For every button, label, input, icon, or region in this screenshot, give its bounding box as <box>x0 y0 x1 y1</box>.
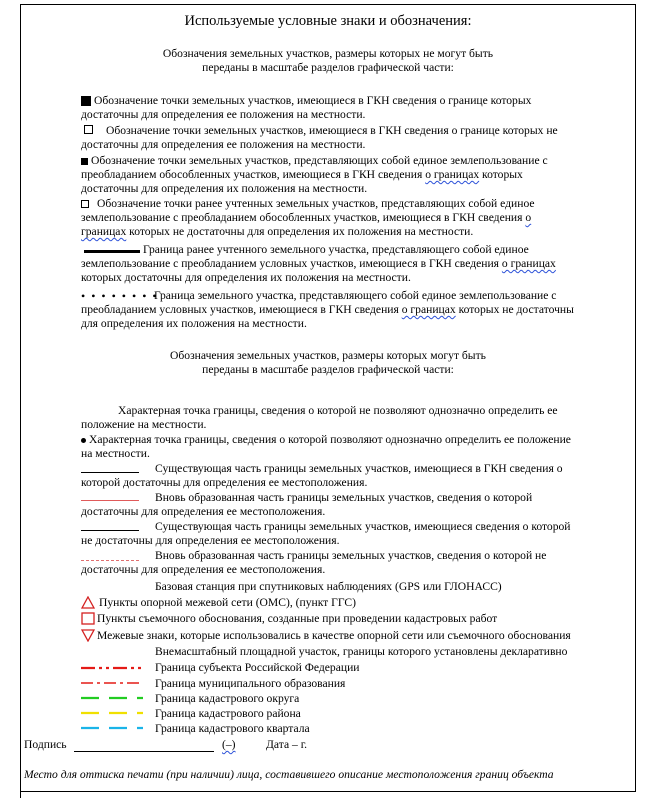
survey-label: Пункты съемочного обоснования, созданные при проведении кадастровых работ <box>97 612 498 625</box>
page-title: Используемые условные знаки и обозначения: <box>184 13 472 29</box>
s2-item3-line2: которой достаточны для определения ее местоположения. <box>81 476 368 489</box>
section2-heading-line2: переданы в масштабе разделов графической части: <box>202 363 454 376</box>
s2-item1-line1: Характерная точка границы, сведения о которой не позволяют однозначно определить ее <box>118 404 558 417</box>
s1-item4-line2: землепользование с преобладанием обособленных участков, имеющиеся в ГКН сведения о <box>81 211 532 224</box>
s1-item3-line2: преобладанием обособленных участков, имеющиеся в ГКН сведения о границах которых <box>81 168 523 181</box>
cadastral-block-line-icon <box>81 725 143 731</box>
small-black-square-icon <box>81 158 88 165</box>
stamp-place-note: Место для оттиска печати (при наличии) лица, составившего описание местоположения границ объекта <box>24 768 554 781</box>
s2-item5-line2: не достаточны для определения ее местоположения. <box>81 534 340 547</box>
black-boundary-line-icon <box>81 472 139 473</box>
s1-item6-line1: Граница земельного участка, представляющего собой единое землепользование с <box>154 289 557 302</box>
triangle-down-icon <box>81 629 95 642</box>
section2-heading-line1: Обозначения земельных участков, размеры которых могут быть <box>170 349 486 362</box>
s1-item2-line2: достаточны для определения ее положения на местности. <box>81 138 366 151</box>
s2-item2-line1: Характерная точка границы, сведения о которой позволяют однозначно определить ее положение <box>89 433 571 446</box>
signature-paren: (–) <box>222 738 236 751</box>
s1-item1-line2: достаточны для определения ее положения на местности. <box>81 108 366 121</box>
red-boundary-line-icon <box>81 500 139 501</box>
s1-item3-line1: Обозначение точки земельных участков, представляющих собой единое землепользование с <box>91 154 548 167</box>
cadastral-block-label: Граница кадастрового квартала <box>155 722 310 735</box>
black-square-icon <box>81 96 91 106</box>
federal-subject-boundary-line-icon <box>81 665 143 671</box>
s1-item4-line3: границах которых не достаточны для определения их положения на местности. <box>81 225 474 238</box>
oms-label: Пункты опорной межевой сети (ОМС), (пункт ГГС) <box>99 596 356 609</box>
s1-item1-line1: Обозначение точки земельных участков, имеющиеся в ГКН сведения о границе которых <box>94 94 532 107</box>
municipal-boundary-label: Граница муниципального образования <box>155 677 346 690</box>
s2-item2-line2: на местности. <box>81 447 150 460</box>
section1-heading-line2: переданы в масштабе разделов графической части: <box>202 61 454 74</box>
s2-item1-line2: положение на местности. <box>81 418 207 431</box>
off-scale-label: Внемасштабный площадной участок, границы которого установлены декларативно <box>155 645 568 658</box>
federal-subject-boundary-label: Граница субъекта Российской Федерации <box>155 661 360 674</box>
s2-item6-line2: достаточны для определения ее местоположения. <box>81 563 326 576</box>
black-dot-icon <box>81 438 86 443</box>
dotted-boundary-line-icon: • • • • • • • • <box>81 289 159 303</box>
municipal-boundary-line-icon <box>81 680 143 686</box>
cadastral-region-line-icon <box>81 710 143 716</box>
s1-item5-line2: землепользование с преобладанием условных участков, имеющиеся в ГКН сведения о границах <box>81 257 556 270</box>
s2-item6-line1: Вновь образованная часть границы земельных участков, сведения о которой не <box>155 549 547 562</box>
thick-boundary-line-icon <box>84 250 140 253</box>
cadastral-region-label: Граница кадастрового района <box>155 707 301 720</box>
s1-item6-line3: для определения их положения на местности. <box>81 317 307 330</box>
s1-item3-line3: достаточны для определения их положения на местности. <box>81 182 368 195</box>
triangle-up-icon <box>81 596 95 609</box>
small-white-square-icon <box>81 200 89 208</box>
black-boundary-line-icon <box>81 530 139 531</box>
white-square-icon <box>84 125 93 134</box>
signature-line <box>74 751 214 752</box>
section1-heading-line1: Обозначения земельных участков, размеры которых не могут быть <box>162 47 494 60</box>
s1-item6-line2: преобладанием условных участков, имеющиеся в ГКН сведения о границах которых не достаточны <box>81 303 574 316</box>
s2-item4-line1: Вновь образованная часть границы земельных участков, сведения о которой <box>155 491 533 504</box>
s1-item5-line1: Граница ранее учтенного земельного участка, представляющего собой единое <box>143 243 529 256</box>
s1-item2-line1: Обозначение точки земельных участков, имеющиеся в ГКН сведения о границе которых не <box>106 124 558 137</box>
red-square-icon <box>81 612 95 625</box>
red-dashed-line-icon <box>81 560 139 561</box>
s2-item4-line2: достаточны для определения ее местоположения. <box>81 505 326 518</box>
base-station-label: Базовая станция при спутниковых наблюдениях (GPS или ГЛОНАСС) <box>155 580 502 593</box>
markers-label: Межевые знаки, которые использовались в качестве опорной сети или съемочного обоснования <box>97 629 571 642</box>
s2-item3-line1: Существующая часть границы земельных участков, имеющиеся в ГКН сведения о <box>155 462 563 475</box>
signature-date: Дата – г. <box>266 738 308 751</box>
cadastral-district-line-icon <box>81 695 143 701</box>
cadastral-district-label: Граница кадастрового округа <box>155 692 300 705</box>
page-edge-mark <box>20 792 21 798</box>
s1-item5-line3: которых достаточны для определения их положения на местности. <box>81 271 411 284</box>
s1-item4-line1: Обозначение точки ранее учтенных земельных участков, представляющих собой единое <box>97 197 535 210</box>
signature-label: Подпись <box>24 738 67 751</box>
s2-item5-line1: Существующая часть границы земельных участков, имеющиеся сведения о которой <box>155 520 571 533</box>
